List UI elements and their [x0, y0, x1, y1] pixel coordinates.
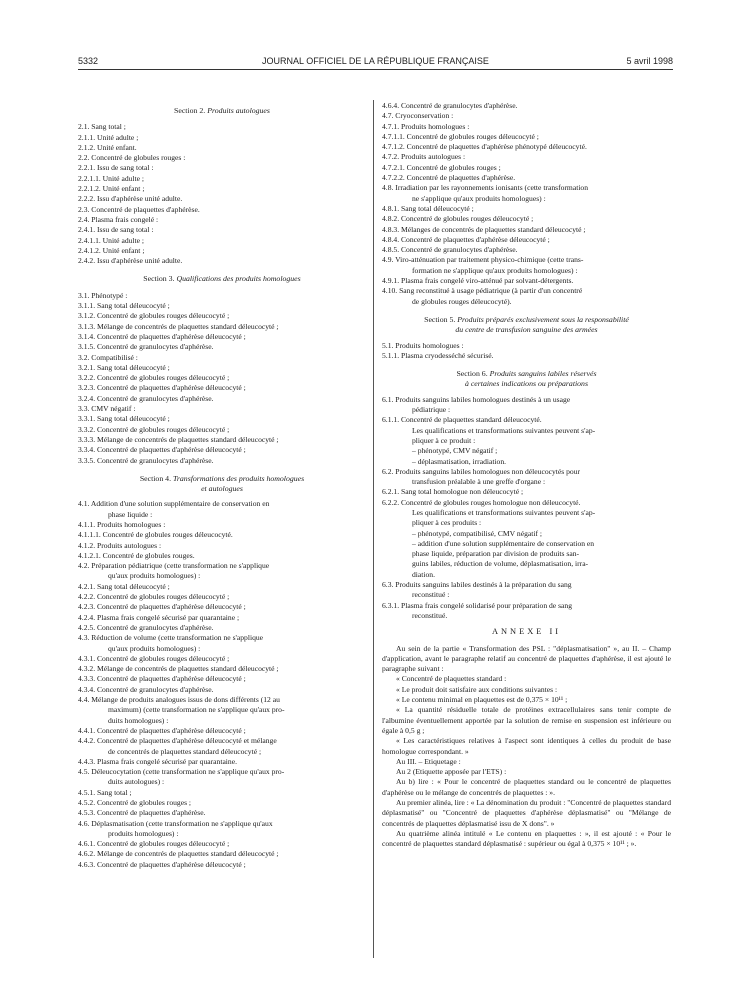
list-item: 4.2.2. Concentré de globules rouges déleucocyté ;	[78, 592, 230, 602]
list-item: 4.8.5. Concentré de granulocytes d'aphérèse.	[382, 245, 518, 255]
annexe-paragraph: Au premier alinéa, lire : « La dénomination du produit : "Concentré de plaquettes standard déplasmatisé" ou "Concentré de plaquettes d'aphérèse déplasmatisé" ou "Mélange de concentrés de plaquettes déplasmatisé issu de X dons". »	[382, 798, 671, 828]
list-item: 4.8.2. Concentré de globules rouges déleucocyté ;	[382, 214, 534, 224]
list-item: 4.5.3. Concentré de plaquettes d'aphérèse.	[78, 808, 206, 818]
list-item: 3.2.4. Concentré de granulocytes d'aphérèse.	[78, 393, 214, 403]
section-2-title	[78, 106, 366, 116]
section-5-title	[382, 315, 671, 325]
list-item: Les qualifications et transformations suivantes peuvent s'ap-	[412, 507, 596, 517]
list-item: 4.1.1.1. Concentré de globules rouges déleucocyté.	[78, 530, 233, 540]
section-5-name: Produits préparés exclusivement sous la responsabilité	[457, 314, 629, 324]
list-item: 5.1. Produits homologues :	[382, 340, 464, 350]
list-item: 3.1.4. Concentré de plaquettes d'aphérèse déleucocyté ;	[78, 331, 246, 341]
list-item: 4.4.3. Plasma frais congelé sécurisé par quarantaine.	[78, 756, 237, 766]
list-item: 4.6.1. Concentré de globules rouges déleucocyté ;	[78, 839, 230, 849]
section-2-label: Section 2.	[174, 106, 206, 115]
list-item: 3.1.2. Concentré de globules rouges déleucocyté ;	[78, 311, 230, 321]
annexe-paragraph: Au quatrième alinéa intitulé « Le contenu en plaquettes : », il est ajouté : « Pour le concentré de plaquettes standard déplasmatisé : supérieur ou égal à 0,375 × 10¹¹ ; ».	[382, 828, 671, 849]
annexe-paragraph: Au 2 (Etiquette apposée par l'ETS) :	[396, 767, 507, 777]
list-item: 4.1.1. Produits homologues :	[78, 519, 166, 529]
list-item: 2.2. Concentré de globules rouges :	[78, 153, 186, 163]
list-item: 6.2.2. Concentré de globules rouges homologue non déleucocyté.	[382, 497, 581, 507]
list-item: produits homologues) :	[108, 828, 179, 838]
list-item: 6.3. Produits sanguins labiles destinés à la préparation du sang	[382, 580, 572, 590]
list-item: – déplasmatisation, irradiation.	[412, 456, 507, 466]
section-4-list	[78, 499, 366, 870]
list-item: 3.1. Phénotypé :	[78, 290, 128, 300]
list-item: 4.10. Sang reconstitué à usage pédiatrique (à partir d'un concentré	[382, 286, 583, 296]
list-item: 3.3.3. Mélange de concentrés de plaquettes standard déleucocyté ;	[78, 434, 279, 444]
list-item: diation.	[412, 569, 435, 579]
list-item: 4.2.5. Concentré de granulocytes d'aphérèse.	[78, 622, 214, 632]
annexe-paragraph: « Les caractéristiques relatives à l'aspect sont identiques à celles du produit de base homologue correspondant. »	[382, 736, 671, 756]
list-item: 3.1.1. Sang total déleucocyté ;	[78, 301, 170, 311]
list-item: 6.2.1. Sang total homologue non déleucocyté ;	[382, 487, 524, 497]
list-item: 4.8.3. Mélanges de concentrés de plaquettes standard déleucocyté ;	[382, 224, 586, 234]
list-item: 4.2.1. Sang total déleucocyté ;	[78, 581, 170, 591]
list-item: duits autologues) :	[108, 777, 165, 787]
list-item: 4.7.2.2. Concentré de plaquettes d'aphérèse.	[382, 173, 516, 183]
list-item: 2.1. Sang total ;	[78, 122, 126, 132]
list-item: 4.7.2.1. Concentré de globules rouges ;	[382, 162, 501, 172]
list-item: 3.2.2. Concentré de globules rouges déleucocyté ;	[78, 373, 230, 383]
list-item: 3.3.1. Sang total déleucocyté ;	[78, 414, 170, 424]
list-item: 4.7.1. Produits homologues :	[382, 121, 470, 131]
section-6-name: Produits sanguins labiles réservés	[489, 369, 597, 379]
section-2-list	[78, 122, 366, 266]
list-item: 2.4.1.1. Unité adulte ;	[78, 235, 145, 245]
list-item: 4.1.2. Produits autologues :	[78, 540, 162, 550]
list-item: 3.3.5. Concentré de granulocytes d'aphérèse.	[78, 455, 214, 465]
list-item: 4.7.2. Produits autologues :	[382, 152, 466, 162]
section-4-name-cont: et autologues	[201, 484, 243, 494]
list-item: 2.2.1. Issu de sang total :	[78, 163, 154, 173]
list-item: 4.4.2. Concentré de plaquettes d'aphérèse déleucocyté et mélange	[78, 736, 277, 746]
list-item: 4.4. Mélange de produits analogues issus de dons différents (12 au	[78, 695, 280, 705]
list-item: ne s'applique qu'aux produits homologues) :	[412, 193, 546, 203]
section-4-continued-list	[382, 101, 671, 307]
list-item: 6.1. Produits sanguins labiles homologues destinés à un usage	[382, 394, 571, 404]
annexe-paragraph: « Concentré de plaquettes standard :	[396, 674, 507, 684]
journal-title: JOURNAL OFFICIEL DE LA RÉPUBLIQUE FRANÇAISE	[262, 56, 489, 66]
list-item: 2.2.1.2. Unité enfant ;	[78, 184, 145, 194]
list-item: 4.8.1. Sang total déleucocyté ;	[382, 203, 474, 213]
list-item: 4.3.2. Mélange de concentrés de plaquettes standard déleucocyté ;	[78, 664, 279, 674]
list-item: 4.3.1. Concentré de globules rouges déleucocyté ;	[78, 653, 230, 663]
section-6-title	[382, 369, 671, 379]
annexe-paragraph: Au b) lire : « Pour le concentré de plaquettes standard ou le concentré de plaquettes d'aphérèse ou le mélange de concentrés de plaquettes : ».	[382, 777, 671, 797]
list-item: 4.3.4. Concentré de granulocytes d'aphérèse.	[78, 684, 214, 694]
annexe-paragraph: « Le produit doit satisfaire aux conditions suivantes :	[396, 684, 558, 694]
list-item: 2.1.1. Unité adulte ;	[78, 132, 139, 142]
header-rule	[78, 69, 673, 70]
list-item: de globules rouges déleucocyté).	[412, 296, 512, 306]
list-item: qu'aux produits homologues) :	[108, 571, 201, 581]
list-item: 4.9.1. Plasma frais congelé viro-atténué par solvant-détergents.	[382, 276, 574, 286]
list-item: 4.7.1.2. Concentré de plaquettes d'aphérèse phénotypé déleucocyté.	[382, 142, 587, 152]
list-item: 2.1.2. Unité enfant.	[78, 142, 137, 152]
section-3-label: Section 3.	[143, 274, 175, 284]
list-item: Les qualifications et transformations suivantes peuvent s'ap-	[412, 425, 596, 435]
list-item: reconstitué.	[412, 610, 448, 620]
section-5-name-cont: du centre de transfusion sanguine des armées	[455, 325, 598, 335]
list-item: 4.5. Déleucocytation (cette transformation ne s'applique qu'aux pro-	[78, 767, 285, 777]
list-item: 3.2.3. Concentré de plaquettes d'aphérèse déleucocyté ;	[78, 383, 246, 393]
section-6-label: Section 6.	[456, 369, 488, 379]
list-item: 4.6.4. Concentré de granulocytes d'aphérèse.	[382, 101, 518, 110]
list-item: qu'aux produits homologues) :	[108, 643, 201, 653]
list-item: phase liquide, préparation par division de produits san-	[412, 549, 580, 559]
list-item: 4.1. Addition d'une solution supplémentaire de conservation en	[78, 499, 270, 509]
section-5-label: Section 5.	[424, 314, 456, 324]
list-item: 4.2. Préparation pédiatrique (cette transformation ne s'applique	[78, 561, 270, 571]
list-item: phase liquide :	[108, 509, 153, 519]
page-header	[78, 56, 673, 70]
list-item: 2.4. Plasma frais congelé :	[78, 214, 159, 224]
list-item: pédiatrique :	[412, 405, 451, 415]
list-item: 3.3.4. Concentré de plaquettes d'aphérèse déleucocyté ;	[78, 445, 246, 455]
list-item: duits homologues) :	[108, 715, 169, 725]
section-3-name: Qualifications des produits homologues	[176, 274, 301, 284]
list-item: reconstitué :	[412, 590, 450, 600]
list-item: 2.4.1. Issu de sang total :	[78, 225, 154, 235]
list-item: 4.5.2. Concentré de globules rouges ;	[78, 798, 192, 807]
page-number: 5332	[78, 56, 99, 66]
section-3-title	[78, 274, 366, 284]
section-4-name: Transformations des produits homologues	[172, 473, 305, 483]
list-item: 4.7. Cryoconservation :	[382, 111, 454, 121]
section-4-title	[78, 474, 366, 484]
section-6-name-cont: à certaines indications ou préparations	[464, 379, 588, 389]
list-item: 2.4.2. Issu d'aphérèse unité adulte.	[78, 256, 183, 266]
annexe-paragraph: « Le contenu minimal en plaquettes est de 0,375 × 10¹¹ ;	[396, 695, 568, 705]
list-item: – phénotypé, compatibilisé, CMV négatif ;	[412, 528, 542, 538]
column-divider	[373, 100, 374, 958]
list-item: 4.6.3. Concentré de plaquettes d'aphérèse déleucocyté ;	[78, 859, 246, 869]
list-item: pliquer à ces produits :	[412, 518, 482, 528]
list-item: 3.1.3. Mélange de concentrés de plaquettes standard déleucocyté ;	[78, 321, 279, 331]
list-item: – phénotypé, CMV négatif ;	[412, 446, 498, 456]
list-item: 5.1.1. Plasma cryodesséché sécurisé.	[382, 350, 494, 360]
annexe-body	[382, 644, 671, 850]
list-item: 4.2.4. Plasma frais congelé sécurisé par quarantaine ;	[78, 612, 240, 622]
list-item: 2.4.1.2. Unité enfant ;	[78, 245, 145, 255]
list-item: 3.3. CMV négatif :	[78, 404, 136, 414]
list-item: – addition d'une solution supplémentaire de conservation en	[412, 538, 595, 548]
section-6-list	[382, 395, 671, 622]
list-item: 2.3. Concentré de plaquettes d'aphérèse.	[78, 204, 200, 214]
annexe-paragraph: Au sein de la partie « Transformation des PSL : "déplasmatisation" », au II. – Champ d'application, avant le paragraphe relatif au concentré de plaquettes d'aphérèse, il est ajouté le paragraphe suivant :	[382, 643, 671, 674]
section-3-list	[78, 291, 366, 466]
list-item: maximum) (cette transformation ne s'applique qu'aux pro-	[108, 705, 285, 715]
list-item: 6.2. Produits sanguins labiles homologues non déleucocytés pour	[382, 466, 581, 476]
section-4-label: Section 4.	[139, 473, 172, 483]
list-item: 6.3.1. Plasma frais congelé solidarisé pour préparation de sang	[382, 600, 572, 610]
list-item: de concentrés de plaquettes standard déleucocyté ;	[108, 746, 262, 756]
left-column	[78, 103, 366, 870]
list-item: formation ne s'applique qu'aux produits homologues) :	[412, 265, 578, 275]
section-5-list	[382, 341, 671, 362]
list-item: 3.1.5. Concentré de granulocytes d'aphérèse.	[78, 342, 214, 352]
list-item: 4.3.3. Concentré de plaquettes d'aphérèse déleucocyté ;	[78, 674, 246, 684]
list-item: 4.1.2.1. Concentré de globules rouges.	[78, 550, 195, 560]
list-item: 4.3. Réduction de volume (cette transformation ne s'applique	[78, 633, 264, 643]
list-item: 4.7.1.1. Concentré de globules rouges déleucocyté ;	[382, 131, 539, 141]
right-column	[382, 101, 671, 849]
annexe-title: ANNEXE II	[491, 627, 562, 637]
list-item: 4.6. Déplasmatisation (cette transformation ne s'applique qu'aux	[78, 818, 273, 828]
publication-date: 5 avril 1998	[626, 56, 673, 66]
list-item: 4.2.3. Concentré de plaquettes d'aphérèse déleucocyté ;	[78, 602, 246, 612]
list-item: guins labiles, réduction de volume, déplasmatisation, irra-	[412, 559, 589, 569]
list-item: 2.2.1.1. Unité adulte ;	[78, 173, 145, 183]
list-item: pliquer à ce produit :	[412, 435, 476, 445]
list-item: 3.2. Compatibilisé :	[78, 352, 138, 362]
list-item: 4.5.1. Sang total ;	[78, 787, 132, 797]
annexe-paragraph: Au III. – Etiquetage :	[396, 756, 461, 766]
list-item: 4.9. Viro-atténuation par traitement physico-chimique (cette trans-	[382, 255, 584, 265]
list-item: 4.6.2. Mélange de concentrés de plaquettes standard déleucocyté ;	[78, 849, 279, 859]
section-2-name: Produits autologues	[207, 106, 270, 115]
list-item: 2.2.2. Issu d'aphérèse unité adulte.	[78, 194, 183, 204]
list-item: transfusion préalable à une greffe d'organe :	[412, 477, 546, 487]
annexe-paragraph: « La quantité résiduelle totale de protéines extracellulaires sans tenir compte de l'albumine éventuellement apportée par la solution de remise en suspension est inférieure ou égale à 0,5 g ;	[382, 705, 671, 735]
list-item: 3.3.2. Concentré de globules rouges déleucocyté ;	[78, 424, 230, 434]
list-item: 6.1.1. Concentré de plaquettes standard déleucocyté.	[382, 415, 542, 425]
list-item: 4.8.4. Concentré de plaquettes d'aphérèse déleucocyté ;	[382, 234, 550, 244]
list-item: 4.8. Irradiation par les rayonnements ionisants (cette transformation	[382, 183, 589, 193]
list-item: 4.4.1. Concentré de plaquettes d'aphérèse déleucocyté ;	[78, 725, 246, 735]
list-item: 3.2.1. Sang total déleucocyté ;	[78, 362, 170, 372]
